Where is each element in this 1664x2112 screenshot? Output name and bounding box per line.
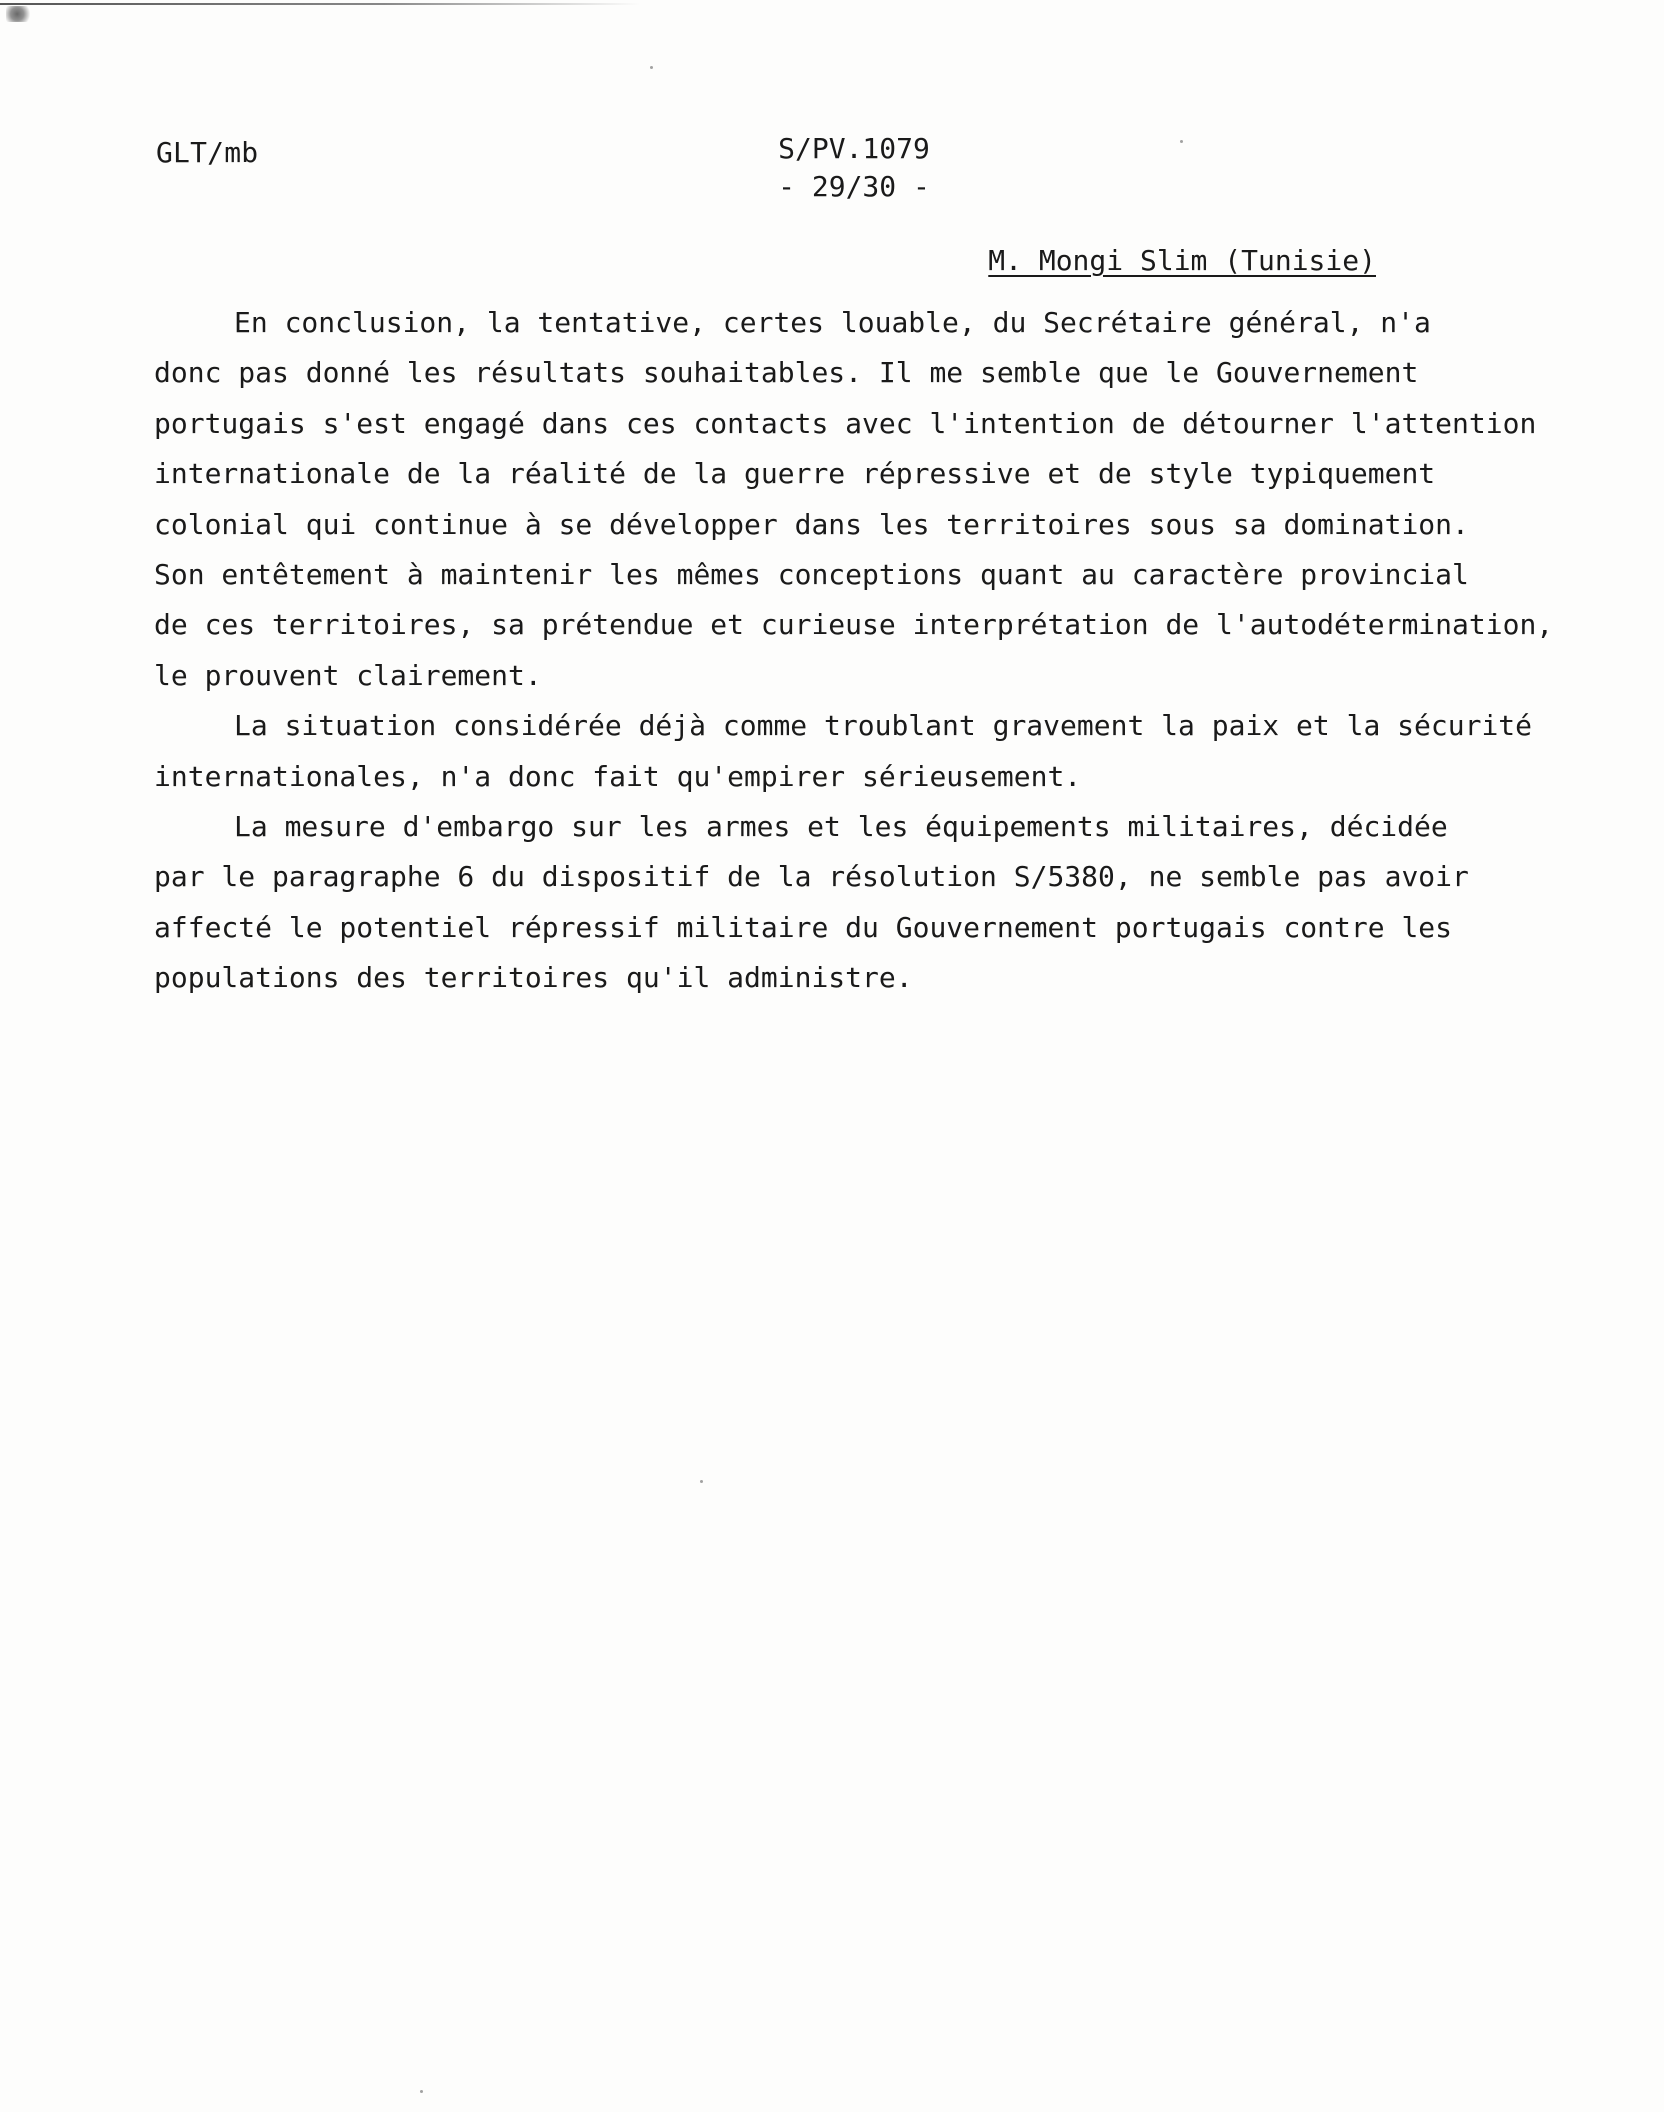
text-line: Son entêtement à maintenir les mêmes conceptions quant au caractère provincial bbox=[154, 558, 1469, 592]
text-line: internationale de la réalité de la guerre répressive et de style typiquement bbox=[154, 457, 1436, 491]
text-line: portugais s'est engagé dans ces contacts avec l'intention de détourner l'attention bbox=[154, 406, 1537, 440]
text-line: populations des territoires qu'il administre. bbox=[154, 961, 913, 995]
speech-body bbox=[154, 298, 1554, 1004]
speaker-name: M. Mongi Slim (Tunisie) bbox=[988, 244, 1376, 277]
text-line: La mesure d'embargo sur les armes et les équipements militaires, décidée bbox=[234, 810, 1448, 844]
scan-speck bbox=[650, 66, 653, 69]
paragraph bbox=[154, 298, 1554, 701]
typist-reference: GLT/mb bbox=[156, 136, 259, 169]
scan-speck bbox=[700, 1480, 703, 1483]
paragraph bbox=[154, 802, 1534, 1004]
text-line: par le paragraphe 6 du dispositif de la résolution S/5380, ne semble pas avoir bbox=[154, 860, 1469, 894]
text-line: colonial qui continue à se développer dans les territoires sous sa domination. bbox=[154, 507, 1469, 541]
scan-corner-smudge bbox=[6, 6, 34, 22]
text-line: le prouvent clairement. bbox=[154, 658, 542, 692]
document-symbol: S/PV.1079 bbox=[778, 132, 930, 165]
scan-edge-mark bbox=[0, 3, 640, 5]
scan-speck bbox=[420, 2090, 423, 2093]
text-line: donc pas donné les résultats souhaitables. Il me semble que le Gouvernement bbox=[154, 356, 1419, 390]
text-line: En conclusion, la tentative, certes louable, du Secrétaire général, n'a bbox=[234, 306, 1431, 339]
page-number: - 29/30 - bbox=[778, 170, 930, 203]
text-line: La situation considérée déjà comme troublant gravement la paix et la sécurité bbox=[234, 709, 1533, 743]
text-line: internationales, n'a donc fait qu'empirer sérieusement. bbox=[154, 759, 1082, 793]
paragraph bbox=[154, 701, 1534, 802]
scan-speck bbox=[1180, 140, 1183, 143]
text-line: affecté le potentiel répressif militaire du Gouvernement portugais contre les bbox=[154, 910, 1453, 944]
text-line: de ces territoires, sa prétendue et curieuse interprétation de l'autodétermination, bbox=[154, 608, 1554, 642]
